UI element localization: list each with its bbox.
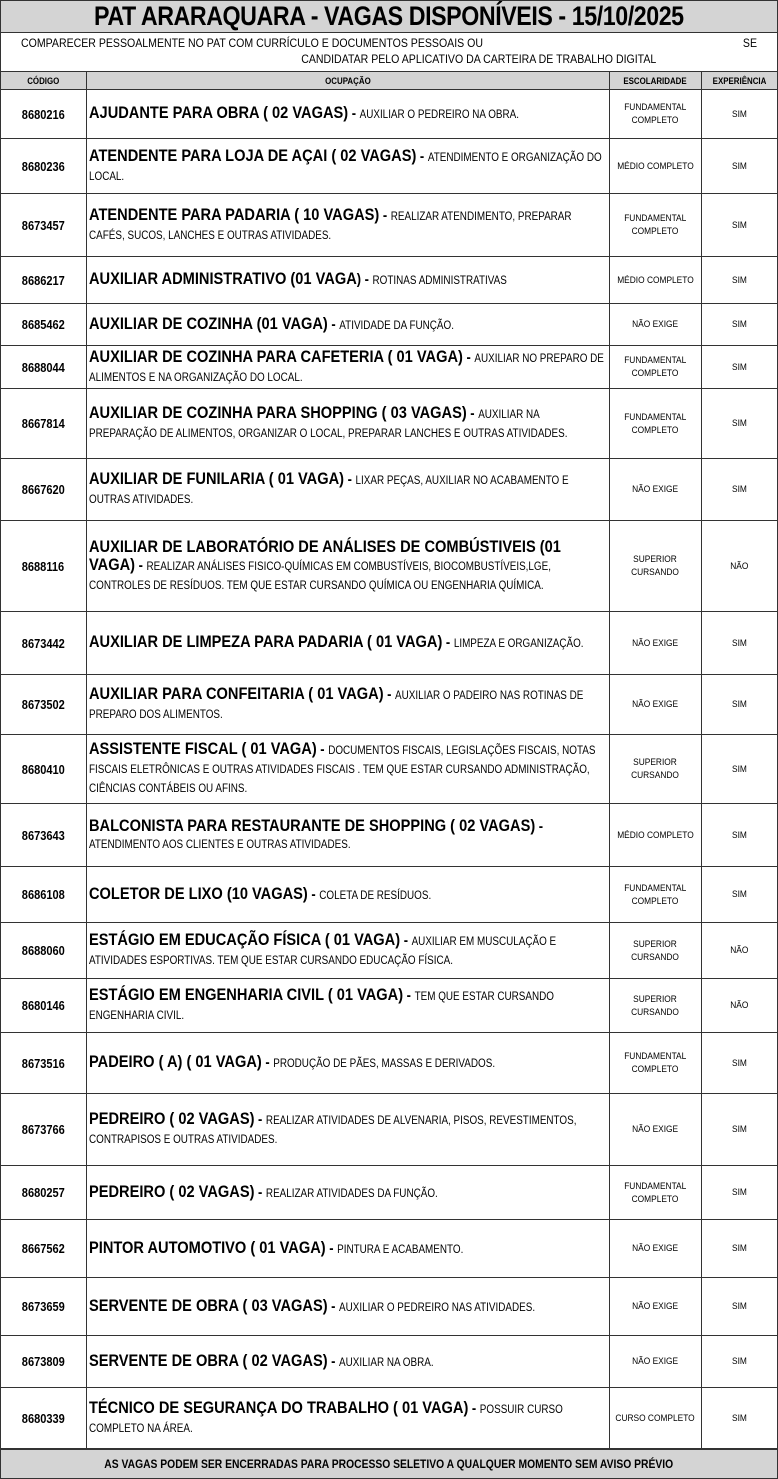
job-occupation: [86, 90, 609, 139]
table-row: [1, 1220, 777, 1278]
job-code: 8673516: [1, 1033, 86, 1094]
job-education: MÉDIO COMPLETO: [609, 257, 701, 304]
job-description: PINTURA E ACABAMENTO.: [336, 1243, 463, 1256]
job-code: 8667620: [1, 459, 86, 521]
job-education: NÃO EXIGE: [609, 304, 701, 346]
job-occupation: [86, 346, 609, 389]
job-occupation: [86, 389, 609, 459]
job-occupation: [86, 257, 609, 304]
job-separator: -: [534, 817, 543, 835]
table-row: [1, 459, 777, 521]
job-title: PEDREIRO ( 02 VAGAS): [88, 1181, 254, 1201]
job-experience: SIM: [701, 459, 777, 521]
table-row: [1, 979, 777, 1033]
job-occupation: [86, 194, 609, 257]
job-separator: -: [383, 686, 395, 703]
job-description: TEM QUE ESTAR CURSANDO ENGENHARIA CIVIL.: [88, 991, 554, 1022]
job-occupation: [86, 521, 609, 612]
table-row: [1, 521, 777, 612]
job-experience: SIM: [701, 304, 777, 346]
job-title: ESTÁGIO EM EDUCAÇÃO FÍSICA ( 01 VAGA): [88, 930, 400, 949]
column-header-codigo: CÓDIGO: [1, 72, 86, 90]
job-code: 8688060: [1, 923, 86, 979]
notice-line-1: COMPARECER PESSOALMENTE NO PAT COM CURRÍCULO E DOCUMENTOS PESSOAIS OU: [21, 36, 483, 50]
job-education: NÃO EXIGE: [609, 675, 701, 735]
job-separator: ) -: [356, 271, 373, 288]
job-education: SUPERIOR CURSANDO: [609, 979, 701, 1033]
job-separator: -: [327, 1352, 339, 1370]
job-occupation: [86, 1278, 609, 1336]
job-education: FUNDAMENTAL COMPLETO: [609, 1033, 701, 1094]
table-row: [1, 735, 777, 804]
job-occupation: [86, 304, 609, 346]
job-code: 8680410: [1, 735, 86, 804]
job-occupation: [86, 612, 609, 675]
footer-text: AS VAGAS PODEM SER ENCERRADAS PARA PROCESSO SELETIVO A QUALQUER MOMENTO SEM AVISO PRÉVIO: [104, 1457, 674, 1471]
job-title: AUXILIAR DE COZINHA PARA CAFETERIA ( 01 VAGA): [88, 346, 463, 366]
table-row: [1, 804, 777, 867]
job-title: AUXILIAR DE LABORATÓRIO DE ANÁLISES DE COMBÚSTIVEIS (01 VAGA): [88, 536, 561, 574]
job-separator: -: [378, 206, 391, 224]
job-occupation: [86, 1033, 609, 1094]
job-code: 8688116: [1, 521, 86, 612]
job-experience: SIM: [701, 1166, 777, 1220]
job-code: 8673766: [1, 1094, 86, 1166]
job-description: LIXAR PEÇAS, AUXILIAR NO ACABAMENTO E OUTRAS ATIVIDADES.: [88, 475, 569, 506]
job-experience: SIM: [701, 194, 777, 257]
job-title: SERVENTE DE OBRA ( 03 VAGAS): [88, 1295, 328, 1315]
job-experience: SIM: [701, 257, 777, 304]
job-separator: -: [441, 634, 454, 651]
job-title: AUXILIAR PARA CONFEITARIA ( 01 VAGA): [88, 684, 384, 703]
job-experience: SIM: [701, 735, 777, 804]
table-row: [1, 675, 777, 735]
table-row: [1, 1094, 777, 1166]
job-description: REALIZAR ANÁLISES FISICO-QUÍMICAS EM COMBUSTÍVEIS, BIOCOMBUSTÍVEIS,LGE, CONTROLES DE RESÍDUOS. TEM QUE ESTAR CURSANDO QUÍMICA OU ENGENHARIA QUÍMICA.: [88, 560, 551, 592]
job-experience: SIM: [701, 612, 777, 675]
table-row: [1, 612, 777, 675]
table-row: [1, 1278, 777, 1336]
job-title: PADEIRO ( A) ( 01 VAGA): [88, 1052, 262, 1071]
job-separator: -: [327, 315, 339, 333]
job-description: AUXILIAR O PEDREIRO NA OBRA.: [359, 109, 519, 121]
job-experience: NÃO: [701, 521, 777, 612]
job-code: 8680339: [1, 1388, 86, 1449]
job-title: SERVENTE DE OBRA ( 02 VAGAS): [88, 1350, 328, 1370]
table-header-row: [1, 72, 777, 90]
job-separator: -: [343, 471, 356, 488]
table-row: [1, 1166, 777, 1220]
job-description: ATENDIMENTO AOS CLIENTES E OUTRAS ATIVIDADES.: [88, 838, 351, 851]
job-occupation: [86, 735, 609, 804]
job-education: FUNDAMENTAL COMPLETO: [609, 1166, 701, 1220]
job-code: 8673809: [1, 1336, 86, 1388]
job-occupation: [86, 1336, 609, 1388]
job-occupation: [86, 675, 609, 735]
job-education: FUNDAMENTAL COMPLETO: [609, 867, 701, 923]
page-title-text: PAT ARARAQUARA - VAGAS DISPONÍVEIS - 15/10/2025: [94, 1, 684, 31]
job-occupation: [86, 923, 609, 979]
job-education: NÃO EXIGE: [609, 612, 701, 675]
job-code: 8680236: [1, 139, 86, 194]
job-description: AUXILIAR NA OBRA.: [338, 1356, 434, 1369]
job-experience: NÃO: [701, 923, 777, 979]
table-row: [1, 389, 777, 459]
job-separator: -: [327, 1297, 339, 1315]
notice-line-2: CANDIDATAR PELO APLICATIVO DA CARTEIRA DE TRABALHO DIGITAL: [301, 52, 657, 66]
table-row: [1, 346, 777, 389]
job-code: 8686108: [1, 867, 86, 923]
job-code: 8673457: [1, 194, 86, 257]
job-experience: SIM: [701, 1033, 777, 1094]
job-code: 8680216: [1, 90, 86, 139]
job-experience: SIM: [701, 346, 777, 389]
job-separator: -: [402, 987, 415, 1004]
job-separator: -: [134, 556, 146, 574]
job-separator: -: [316, 741, 328, 758]
job-description: REALIZAR ATIVIDADES DA FUNÇÃO.: [265, 1187, 438, 1200]
table-row: [1, 304, 777, 346]
job-occupation: [86, 1388, 609, 1449]
job-occupation: [86, 1166, 609, 1220]
table-row: [1, 923, 777, 979]
table-row: [1, 1388, 777, 1449]
job-occupation: [86, 459, 609, 521]
job-description: AUXILIAR NO PREPARO DE ALIMENTOS E NA ORGANIZAÇÃO DO LOCAL.: [88, 352, 604, 384]
job-title: PEDREIRO ( 02 VAGAS): [88, 1109, 254, 1128]
job-experience: NÃO: [701, 979, 777, 1033]
job-separator: -: [462, 348, 474, 366]
job-separator: -: [307, 885, 319, 903]
job-education: FUNDAMENTAL COMPLETO: [609, 346, 701, 389]
job-education: SUPERIOR CURSANDO: [609, 521, 701, 612]
job-description: LIMPEZA E ORGANIZAÇÃO.: [453, 638, 584, 650]
job-title: AUXILIAR DE FUNILARIA ( 01 VAGA): [88, 469, 344, 488]
job-description: ATIVIDADE DA FUNÇÃO.: [338, 319, 454, 332]
job-title: AUXILIAR ADMINISTRATIVO (01 VAGA: [88, 269, 357, 288]
job-code: 8673502: [1, 675, 86, 735]
job-education: MÉDIO COMPLETO: [609, 139, 701, 194]
table-row: [1, 867, 777, 923]
job-title: COLETOR DE LIXO (10 VAGAS): [88, 883, 308, 903]
job-code: 8680146: [1, 979, 86, 1033]
job-title: AUXILIAR DE COZINHA (01 VAGA): [88, 313, 328, 333]
table-body: [1, 90, 777, 1449]
job-title: AUXILIAR DE LIMPEZA PARA PADARIA ( 01 VAGA): [88, 632, 442, 651]
job-separator: -: [325, 1239, 337, 1257]
job-title: ATENDENTE PARA PADARIA ( 10 VAGAS): [88, 204, 379, 224]
job-experience: SIM: [701, 867, 777, 923]
job-occupation: [86, 979, 609, 1033]
job-education: SUPERIOR CURSANDO: [609, 735, 701, 804]
job-code: 8673659: [1, 1278, 86, 1336]
job-experience: SIM: [701, 90, 777, 139]
job-code: 8685462: [1, 304, 86, 346]
job-occupation: [86, 139, 609, 194]
table-row: [1, 194, 777, 257]
job-occupation: [86, 1220, 609, 1278]
job-description: ATENDIMENTO E ORGANIZAÇÃO DO LOCAL.: [88, 151, 602, 183]
job-description: POSSUIR CURSO COMPLETO NA ÁREA.: [88, 1403, 563, 1435]
job-description: REALIZAR ATIVIDADES DE ALVENARIA, PISOS, REVESTIMENTOS, CONTRAPISOS E OUTRAS ATIVIDADES.: [88, 1115, 576, 1146]
job-code: 8667562: [1, 1220, 86, 1278]
job-education: MÉDIO COMPLETO: [609, 804, 701, 867]
job-education: SUPERIOR CURSANDO: [609, 923, 701, 979]
job-experience: SIM: [701, 1094, 777, 1166]
job-code: 8686217: [1, 257, 86, 304]
job-title: AUXILIAR DE COZINHA PARA SHOPPING ( 03 VAGAS): [88, 403, 467, 422]
job-education: FUNDAMENTAL COMPLETO: [609, 90, 701, 139]
table-row: [1, 1033, 777, 1094]
table-row: [1, 139, 777, 194]
job-occupation: [86, 1094, 609, 1166]
job-description: AUXILIAR NA PREPARAÇÃO DE ALIMENTOS, ORGANIZAR O LOCAL, PREPARAR LANCHES E OUTRAS ATIVIDADES.: [88, 409, 568, 440]
job-description: ROTINAS ADMINISTRATIVAS: [372, 275, 507, 287]
instructions-notice: [1, 33, 777, 72]
job-description: AUXILIAR EM MUSCULAÇÃO E ATIVIDADES ESPORTIVAS. TEM QUE ESTAR CURSANDO EDUCAÇÃO FÍSICA.: [88, 936, 556, 967]
job-experience: SIM: [701, 1220, 777, 1278]
table-row: [1, 90, 777, 139]
job-education: CURSO COMPLETO: [609, 1388, 701, 1449]
job-education: FUNDAMENTAL COMPLETO: [609, 389, 701, 459]
job-experience: SIM: [701, 1336, 777, 1388]
job-code: 8673442: [1, 612, 86, 675]
job-occupation: [86, 804, 609, 867]
job-description: AUXILIAR O PEDREIRO NAS ATIVIDADES.: [338, 1301, 535, 1314]
job-education: NÃO EXIGE: [609, 1278, 701, 1336]
job-experience: SIM: [701, 1388, 777, 1449]
job-code: 8673643: [1, 804, 86, 867]
job-description: REALIZAR ATENDIMENTO, PREPARAR CAFÉS, SUCOS, LANCHES E OUTRAS ATIVIDADES.: [88, 210, 572, 242]
job-code: 8667814: [1, 389, 86, 459]
job-experience: SIM: [701, 139, 777, 194]
column-header-experiencia: EXPERIÊNCIA: [701, 72, 777, 90]
job-title: BALCONISTA PARA RESTAURANTE DE SHOPPING ( 02 VAGAS): [88, 815, 535, 835]
job-code: 8680257: [1, 1166, 86, 1220]
page-title: [1, 1, 777, 33]
job-title: TÉCNICO DE SEGURANÇA DO TRABALHO ( 01 VAGA): [88, 1397, 468, 1417]
table-row: [1, 1336, 777, 1388]
job-separator: -: [347, 105, 360, 122]
job-description: COLETA DE RESÍDUOS.: [318, 889, 431, 902]
job-separator: -: [415, 147, 428, 165]
job-separator: -: [466, 405, 478, 422]
job-experience: SIM: [701, 804, 777, 867]
job-description: AUXILIAR O PADEIRO NAS ROTINAS DE PREPARO DOS ALIMENTOS.: [88, 690, 583, 721]
job-education: FUNDAMENTAL COMPLETO: [609, 194, 701, 257]
job-description: DOCUMENTOS FISCAIS, LEGISLAÇÕES FISCAIS, NOTAS FISCAIS ELETRÔNICAS E OUTRAS ATIVIDADES FISCAIS . TEM QUE ESTAR CURSANDO ADMINISTRAÇÃO, CIÊNCIAS CONTÁBEIS OU AFINS.: [88, 745, 595, 795]
job-education: NÃO EXIGE: [609, 1336, 701, 1388]
vacancies-table: [1, 72, 777, 1449]
job-separator: -: [399, 932, 412, 949]
job-separator: -: [253, 1111, 266, 1128]
notice-se: SE: [742, 36, 757, 50]
job-education: NÃO EXIGE: [609, 1220, 701, 1278]
job-separator: -: [253, 1183, 266, 1201]
table-row: [1, 257, 777, 304]
column-header-escolaridade: ESCOLARIDADE: [609, 72, 701, 90]
job-title: ESTÁGIO EM ENGENHARIA CIVIL ( 01 VAGA): [88, 985, 403, 1004]
job-description: PRODUÇÃO DE PÃES, MASSAS E DERIVADOS.: [272, 1058, 495, 1070]
job-title: PINTOR AUTOMOTIVO ( 01 VAGA): [88, 1237, 326, 1257]
job-education: NÃO EXIGE: [609, 1094, 701, 1166]
column-header-ocupacao: OCUPAÇÃO: [86, 72, 609, 90]
job-experience: SIM: [701, 675, 777, 735]
job-occupation: [86, 867, 609, 923]
job-title: ATENDENTE PARA LOJA DE AÇAI ( 02 VAGAS): [88, 145, 416, 165]
job-education: NÃO EXIGE: [609, 459, 701, 521]
job-code: 8688044: [1, 346, 86, 389]
job-experience: SIM: [701, 389, 777, 459]
job-title: AJUDANTE PARA OBRA ( 02 VAGAS): [88, 103, 348, 122]
job-separator: -: [467, 1399, 480, 1417]
job-title: ASSISTENTE FISCAL ( 01 VAGA): [88, 739, 317, 758]
job-experience: SIM: [701, 1278, 777, 1336]
job-separator: -: [261, 1054, 273, 1071]
footer-disclaimer: [1, 1449, 777, 1478]
